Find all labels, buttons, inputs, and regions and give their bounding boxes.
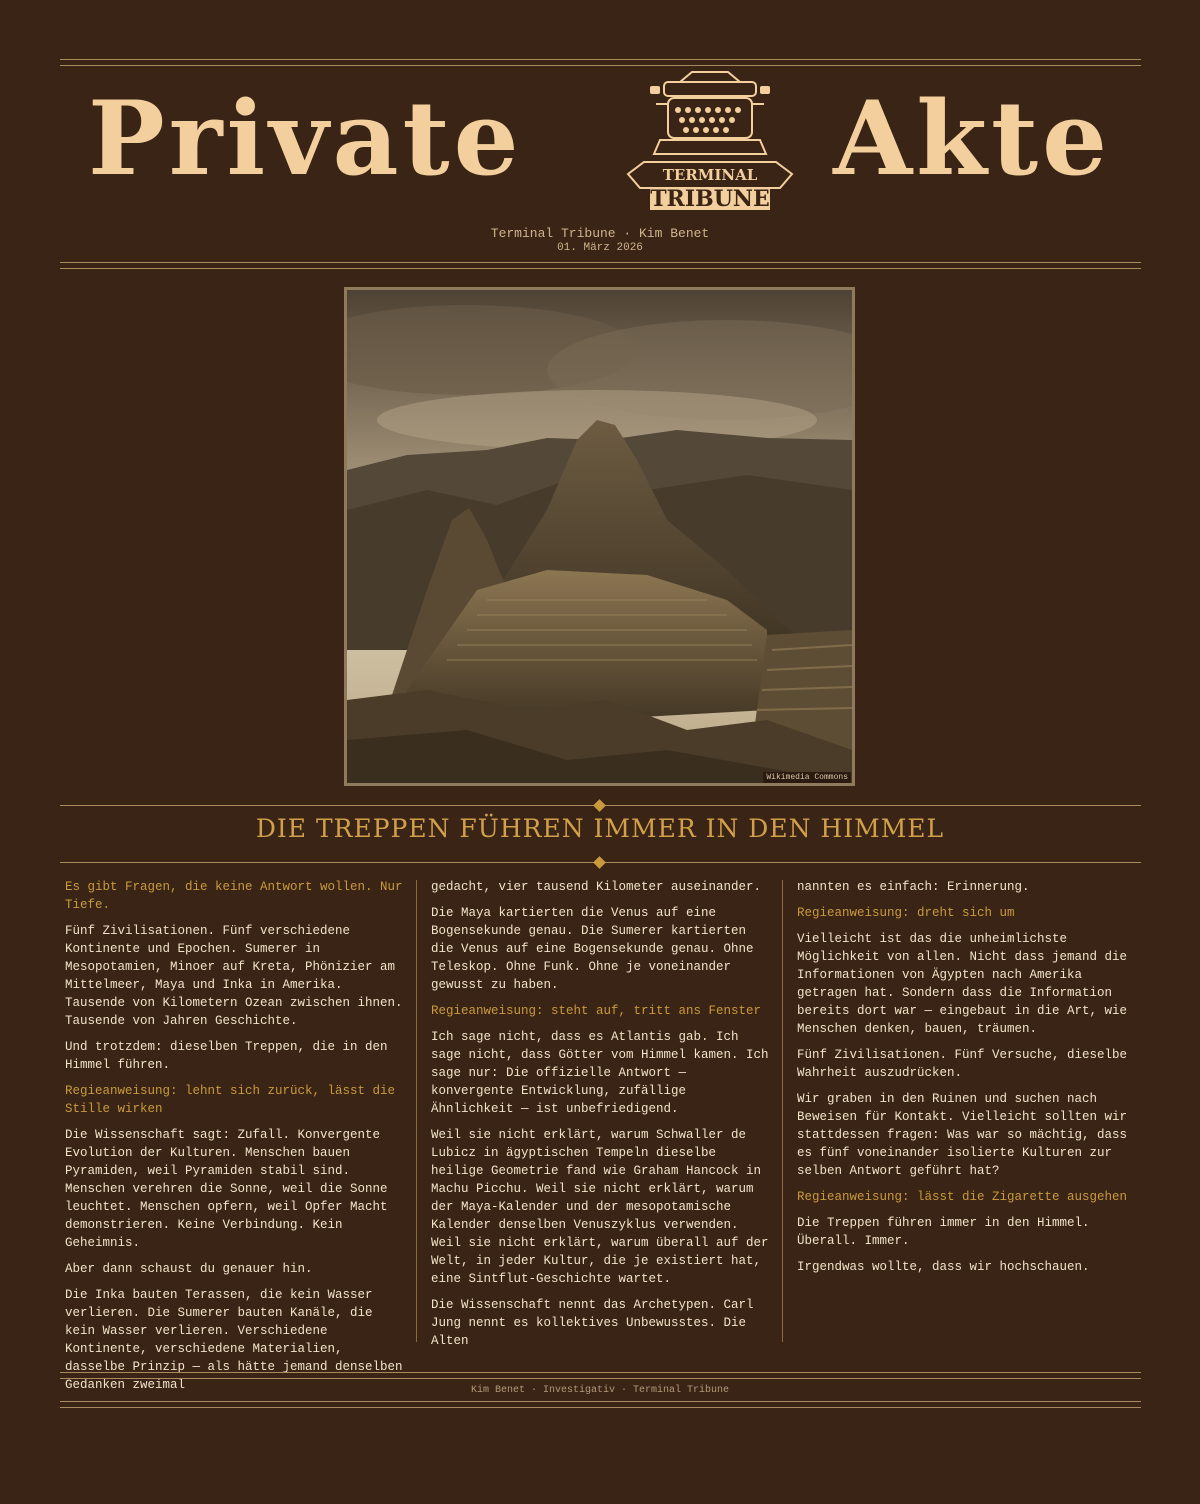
article-column-2 xyxy=(431,878,773,1358)
stage-direction: Es gibt Fragen, die keine Antwort wollen. Nur Tiefe. xyxy=(65,880,403,912)
masthead-bottom-rule xyxy=(60,262,1141,269)
article-paragraph: Wir graben in den Ruinen und suchen nach Beweisen für Kontakt. Vielleicht sollten wir stattdessen fragen: Was war so mächtig, dass es fünf voneinander isolierte Kulturen zur selben Antwort geführt hat? xyxy=(797,1092,1128,1178)
masthead xyxy=(60,70,1141,220)
article-column-1 xyxy=(65,878,407,1402)
mountain-ruins-image xyxy=(347,290,852,783)
article-paragraph: Und trotzdem: dieselben Treppen, die in den Himmel führen. xyxy=(65,1040,388,1072)
stage-direction: Regieanweisung: lehnt sich zurück, lässt die Stille wirken xyxy=(65,1084,396,1116)
masthead-title-right: Akte xyxy=(833,79,1111,199)
article-paragraph: Irgendwas wollte, dass wir hochschauen. xyxy=(797,1260,1090,1274)
article-paragraph: Ich sage nicht, dass es Atlantis gab. Ich sage nicht, dass Götter vom Himmel kamen. Ich sage nur: Die offizielle Antwort — konvergente Entwicklung, zufällige Ähnlichkeit — ist unbefriedigend. xyxy=(431,1030,769,1116)
article-paragraph: Weil sie nicht erklärt, warum Schwaller de Lubicz in ägyptischen Tempeln dieselbe heilige Geometrie fand wie Graham Hancock in Machu Picchu. Weil sie nicht erklärt, warum der Maya-Kalender und der mesopotamische Kalender denselben Venuszyklus verwenden. Weil sie nicht erklärt, warum überall auf der Welt, in jeder Kultur, die je existiert hat, eine Sintflut-Geschichte wartet. xyxy=(431,1128,769,1286)
diamond-ornament-bottom-icon xyxy=(593,856,606,869)
article-paragraph: Die Maya kartierten die Venus auf eine Bogensekunde genau. Die Sumerer kartierten die Venus auf eine Bogensekunde genau. Ohne Teleskop. Ohne Funk. Ohne je voneinander gewusst zu haben. xyxy=(431,906,754,992)
byline-publication: Terminal Tribune · Kim Benet xyxy=(490,226,710,241)
diamond-ornament-top-icon xyxy=(593,799,606,812)
article-paragraph: Fünf Zivilisationen. Fünf verschiedene Kontinente und Epochen. Sumerer in Mesopotamien, Minoer auf Kreta, Phönizier am Mittelmeer, Maya und Inka in Amerika. Tausende von Kilometern Ozean zwischen ihnen. Tausende von Jahren Geschichte. xyxy=(65,924,403,1028)
footer-top-rule xyxy=(60,1372,1141,1379)
top-rule xyxy=(60,59,1141,66)
article-headline: DIE TREPPEN FÜHREN IMMER IN DEN HIMMEL xyxy=(255,814,945,843)
article-paragraph: Die Inka bauten Terassen, die kein Wasser verlieren. Die Sumerer bauten Kanäle, die kein Wasser verlieren. Verschiedene Kontinente, verschiedene Materialien, dasselbe Prinzip — als hätte jemand denselben Gedanken zweimal xyxy=(65,1288,403,1392)
typewriter-logo-icon xyxy=(620,70,800,215)
footer-credit: Kim Benet · Investigativ · Terminal Tribune xyxy=(470,1385,730,1396)
article-paragraph: nannten es einfach: Erinnerung. xyxy=(797,880,1030,894)
article-paragraph: Aber dann schaust du genauer hin. xyxy=(65,1262,313,1276)
article-photo xyxy=(344,287,855,786)
byline-date: 01. März 2026 xyxy=(557,242,643,254)
article-paragraph: Fünf Zivilisationen. Fünf Versuche, dieselbe Wahrheit auszudrücken. xyxy=(797,1048,1128,1080)
article-paragraph: Vielleicht ist das die unheimlichste Möglichkeit von allen. Nicht dass jemand die Informationen von Ägypten nach Amerika getragen hat. Sondern dass die Information bereits dort war — eingebaut in die Art, wie Menschen denken, bauen, träumen. xyxy=(797,932,1128,1036)
article-paragraph: Die Treppen führen immer in den Himmel. Überall. Immer. xyxy=(797,1216,1090,1248)
article-paragraph: Die Wissenschaft sagt: Zufall. Konvergente Evolution der Kulturen. Menschen bauen Pyramiden, weil Pyramiden stabil sind. Menschen verehren die Sonne, weil die Sonne leuchtet. Menschen opfern, weil Opfer Macht demonstrieren. Keine Verbindung. Kein Geheimnis. xyxy=(65,1128,388,1250)
column-divider xyxy=(782,880,783,1342)
stage-direction: Regieanweisung: lässt die Zigarette ausgehen xyxy=(797,1190,1128,1204)
article-column-3 xyxy=(797,878,1139,1284)
stage-direction: Regieanweisung: steht auf, tritt ans Fenster xyxy=(431,1004,762,1018)
masthead-title-left: Private xyxy=(88,79,523,199)
logo-line2: TRIBUNE xyxy=(650,186,770,212)
stage-direction: Regieanweisung: dreht sich um xyxy=(797,906,1015,920)
footer-bottom-rule xyxy=(60,1401,1141,1408)
logo-line1: TERMINAL xyxy=(662,166,758,184)
photo-credit: Wikimedia Commons xyxy=(763,772,851,783)
article-paragraph: Die Wissenschaft nennt das Archetypen. Carl Jung nennt es kollektives Unbewusstes. Die Alten xyxy=(431,1298,754,1348)
article-paragraph: gedacht, vier tausend Kilometer auseinander. xyxy=(431,880,762,894)
column-divider xyxy=(416,880,417,1342)
